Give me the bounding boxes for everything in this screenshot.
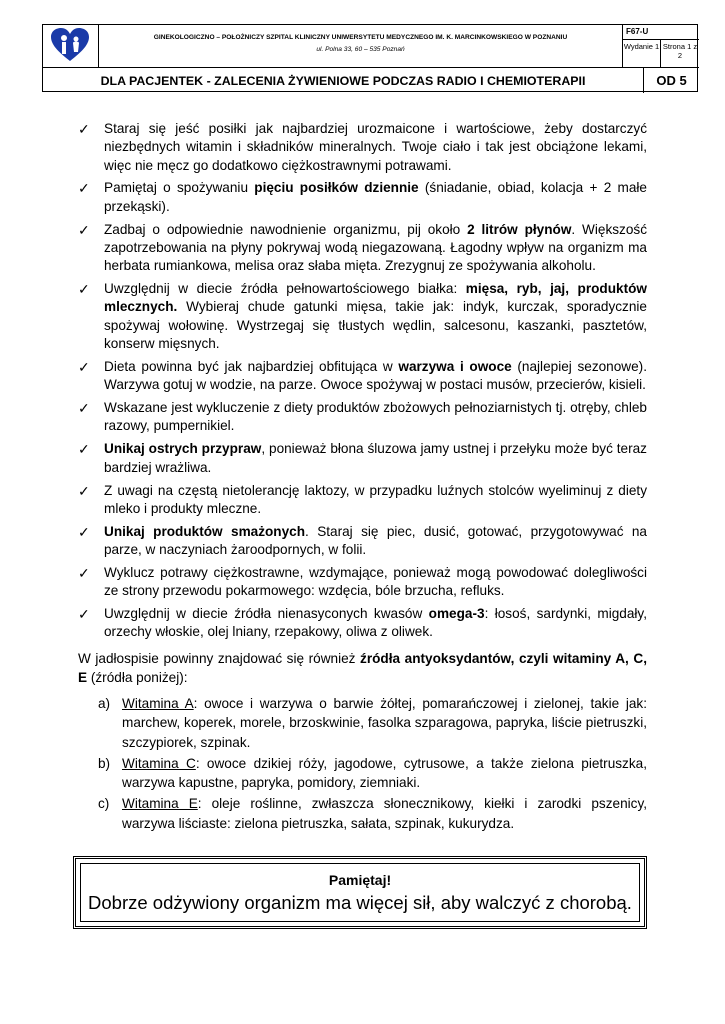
checkmark-icon: ✓: [78, 606, 90, 623]
reminder-title: Pamiętaj!: [328, 872, 392, 888]
recommendation-item: [78, 358, 647, 395]
document-header: [42, 24, 698, 92]
text-segment: (najlepiej sezonowe). Warzywa gotuj w wodzie, na parze. Owoce spożywaj w postaci musów, przecierów, kisieli.: [104, 358, 647, 393]
vitamins-list: [98, 694, 647, 835]
text-segment: Uwzględnij w diecie źródła pełnowartościowego białka:: [104, 281, 466, 297]
checkmark-icon: ✓: [78, 221, 90, 238]
text-segment: Staraj się jeść posiłki jak najbardziej urozmaicone i wartościowe, żeby dostarczyć niezbędnych witamin i składników mineralnych. Twoje ciało i tak jest obciążone lekami, więc nie męcz go dodatkowo ciężkostrawnymi potrawami.: [104, 121, 647, 173]
checkmark-icon: ✓: [78, 281, 90, 298]
recommendation-item: [78, 440, 647, 477]
recommendation-item: [78, 605, 647, 642]
vitamin-item: [98, 694, 647, 752]
checkmark-icon: ✓: [78, 441, 90, 458]
text-segment: (źródła poniżej):: [87, 670, 188, 685]
checkmark-icon: ✓: [78, 400, 90, 417]
text-segment: Wyklucz potrawy ciężkostrawne, wzdymające, ponieważ mogą powodować dolegliwości ze strony przewodu pokarmowego: wzdęcia, bóle brzucha, refluks.: [104, 564, 647, 599]
recommendation-item: [78, 564, 647, 601]
list-label: c): [98, 796, 110, 812]
form-code: F67-U: [626, 27, 649, 36]
text-segment: W jadłospisie powinny znajdować się również: [78, 651, 361, 666]
recommendation-item: [78, 399, 647, 436]
hospital-logo-icon: [49, 27, 91, 63]
doc-code-cell: [643, 68, 699, 93]
recommendation-item: [78, 221, 647, 276]
recommendation-item: [78, 482, 647, 519]
checkmark-icon: ✓: [78, 358, 90, 375]
recommendation-item: [78, 523, 647, 560]
text-segment: Dieta powinna być jak najbardziej obfitująca w: [104, 358, 399, 374]
reminder-box-inner: [80, 863, 640, 922]
text-segment: Zadbaj o odpowiednie nawodnienie organizmu, pij około: [104, 221, 468, 237]
emphasized-text: Unikaj ostrych przypraw: [104, 441, 262, 457]
text-segment: Z uwagi na częstą nietolerancję laktozy, w przypadku luźnych stolców wyeliminuj z diety mleko i produkty mleczne.: [104, 482, 647, 516]
reminder-text: Dobrze odżywiony organizm ma więcej sił, aby walczyć z chorobą.: [88, 892, 632, 913]
institution-name: GINEKOLOGICZNO – POŁOŻNICZY SZPITAL KLINICZNY UNIWERSYTETU MEDYCZNEGO IM. K. MARCINKOWSKIEGO W POZNANIU: [153, 34, 568, 41]
text-segment: . Staraj się piec, dusić, gotować, przygotowywać na parze, w naczyniach żaroodpornych, w folii.: [104, 523, 647, 557]
emphasized-text: mięsa, ryb, jaj, produktów mlecznych.: [104, 281, 647, 315]
antioxidants-intro: [78, 649, 647, 687]
vitamin-sources: : owoce i warzywa o barwie żółtej, pomarańczowej i zielonej, takie jak: marchew, koperek, morele, brzoskwinie, fasolka szparagowa, papryka, liście pietruszki, szczypiorek, szpinak.: [122, 696, 648, 750]
emphasized-text: Unikaj produktów smażonych: [104, 523, 306, 539]
checkmark-icon: ✓: [78, 482, 90, 499]
recommendation-item: [78, 179, 647, 216]
list-label: a): [98, 696, 111, 711]
institution-cell: [99, 25, 623, 67]
list-label: b): [98, 755, 111, 771]
vitamin-item: [98, 794, 647, 833]
emphasized-text: omega-3: [428, 606, 485, 622]
edition: Wydanie 1: [623, 39, 661, 67]
vitamin-sources: : owoce dzikiej róży, jagodowe, cytrusowe, a także zielona pietruszka, warzywa kapustne, papryka, pomidory, ziemniaki.: [122, 755, 647, 791]
document-code: OD 5: [656, 73, 687, 88]
checkmark-icon: ✓: [78, 523, 90, 540]
emphasized-text: źródła antyoksydantów, czyli witaminy A, C, E: [78, 651, 647, 685]
vitamin-name: Witamina C: [122, 755, 196, 771]
text-segment: : łosoś, sardynki, migdały, orzechy włoskie, olej lniany, rzepakowy, oliwa z oliwek.: [104, 606, 647, 640]
emphasized-text: warzywa i owoce: [398, 358, 512, 374]
page-number: Strona 1 z 2: [662, 42, 698, 60]
text-segment: Wybieraj chude gatunki mięsa, takie jak: indyk, kurczak, sporadycznie spożywaj wołowinę. Wystrzegaj się tłustych wędlin, salcesonu, kaszanki, pasztetów, konserw mięsnych.: [104, 299, 647, 352]
text-segment: Uwzględnij w diecie źródła nienasyconych kwasów: [104, 606, 429, 622]
text-segment: . Większość zapotrzebowania na płyny pokrywaj wodą niegazowaną. Łagodny wpływ na organizm ma herbata rumiankowa, melisa oraz słaba mięta. Zrezygnuj ze spożywania alkoholu.: [104, 221, 647, 274]
emphasized-text: pięciu posiłków dziennie: [254, 180, 419, 196]
document-title: DLA PACJENTEK - ZALECENIA ŻYWIENIOWE PODCZAS RADIO I CHEMIOTERAPII: [100, 74, 586, 88]
form-info-cell: [623, 25, 699, 67]
recommendation-item: [78, 280, 647, 353]
vitamin-name: Witamina A: [122, 696, 194, 711]
checkmark-icon: ✓: [78, 564, 90, 581]
text-segment: , ponieważ błona śluzowa jamy ustnej i przełyku może być teraz bardziej wrażliwa.: [104, 441, 647, 475]
emphasized-text: 2 litrów płynów: [467, 221, 572, 237]
text-segment: Wskazane jest wykluczenie z diety produktów zbożowych pełnoziarnistych tj. otręby, chleb razowy, pumpernikiel.: [104, 400, 647, 434]
text-segment: (śniadanie, obiad, kolacja + 2 małe przekąski).: [104, 180, 647, 214]
text-segment: Pamiętaj o spożywaniu: [104, 180, 255, 196]
vitamin-item: [98, 754, 647, 793]
logo-cell: [43, 25, 99, 67]
vitamin-sources: : oleje roślinne, zwłaszcza słonecznikowy, kiełki i zarodki pszenicy, warzywa liściaste: zielona pietruszka, sałata, szpinak, kukurydza.: [122, 796, 648, 831]
checkmark-icon: ✓: [78, 180, 90, 197]
reminder-box: [73, 856, 647, 929]
recommendations-list: [78, 120, 647, 646]
vitamin-name: Witamina E: [122, 796, 198, 812]
title-row: [43, 67, 699, 93]
recommendation-item: [78, 120, 647, 175]
institution-address: ul. Polna 33, 60 – 535 Poznań: [316, 46, 405, 53]
checkmark-icon: ✓: [78, 121, 90, 137]
